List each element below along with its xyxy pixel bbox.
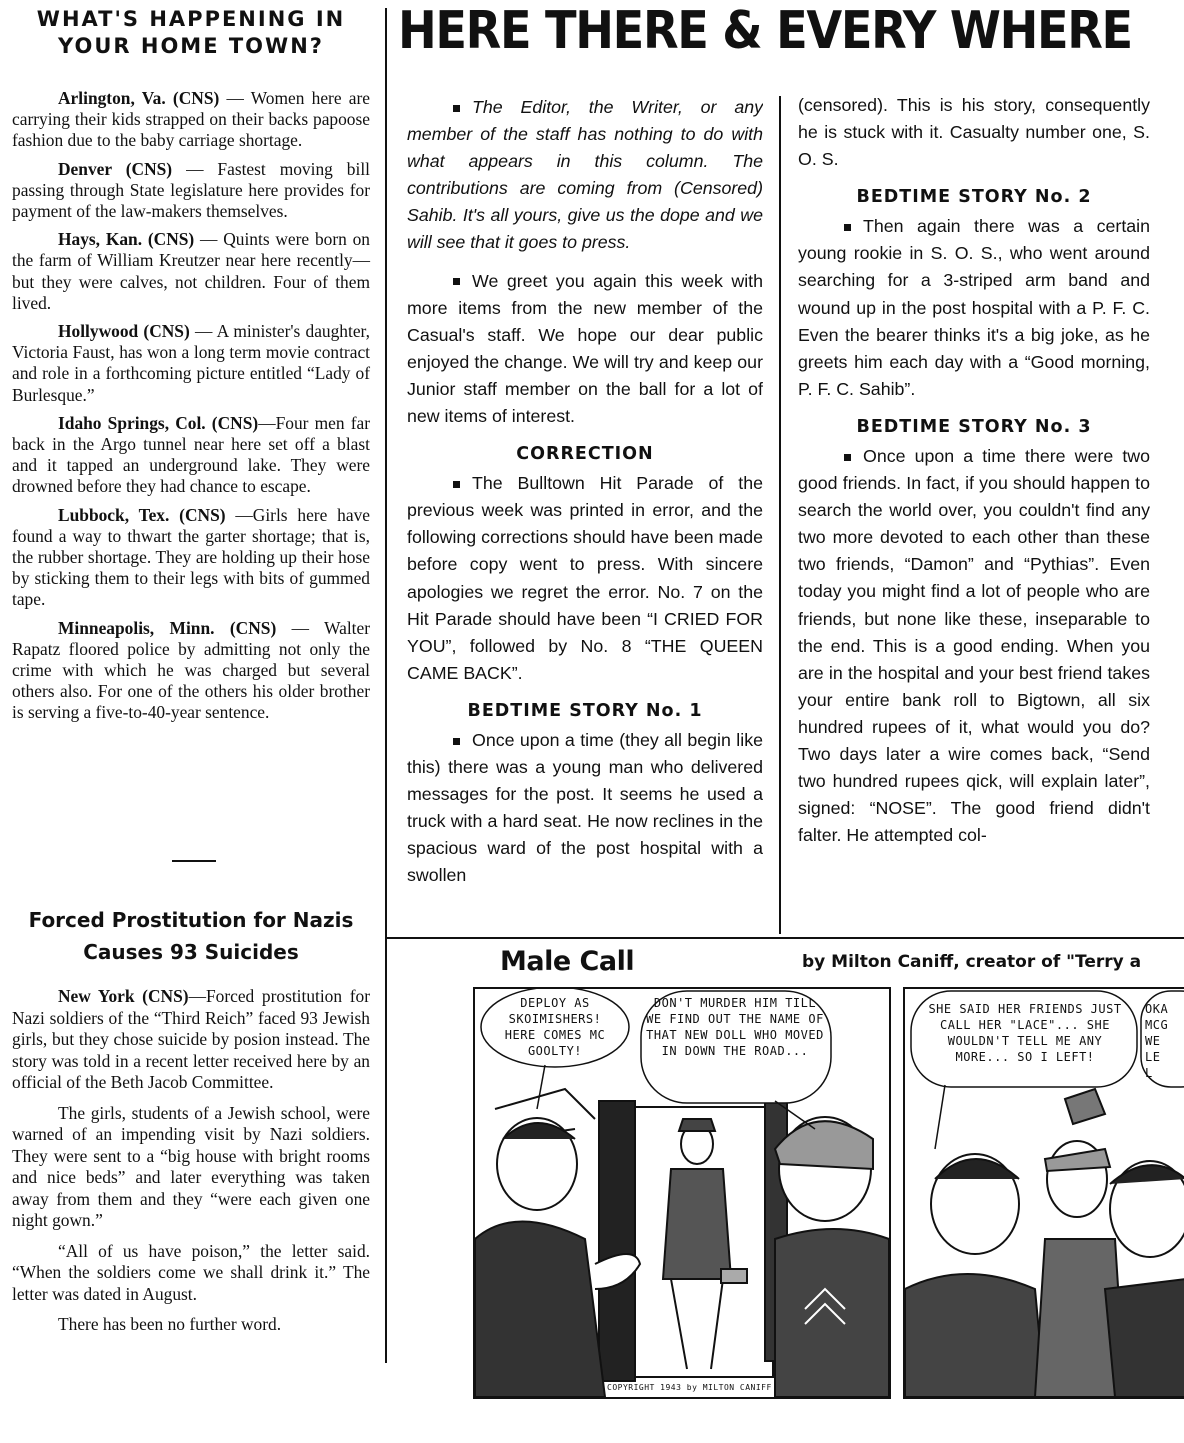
thrown-object-shape — [1065, 1089, 1105, 1124]
news-item — [12, 159, 370, 223]
dateline: Hays, Kan. (CNS) — [58, 229, 195, 250]
rolled-blanket-shape — [721, 1269, 747, 1283]
soldier-center-legs-shape — [671, 1279, 723, 1369]
column-masthead: HERE THERE & EVERY WHERE — [398, 1, 1132, 61]
bullet-icon — [453, 105, 460, 112]
bedtime3-heading: BEDTIME STORY No. 3 — [856, 416, 1092, 437]
dateline: Arlington, Va. (CNS) — [58, 88, 220, 108]
correction-paragraph — [407, 470, 763, 687]
story-paragraph — [12, 986, 370, 1094]
bedtime1-heading: BEDTIME STORY No. 1 — [467, 700, 703, 721]
bullet-icon — [844, 454, 851, 461]
comic-panel-2 — [903, 987, 1184, 1399]
soldier-center-body-shape — [663, 1169, 731, 1279]
section-separator — [172, 860, 216, 862]
dateline: Minneapolis, Minn. (CNS) — [58, 617, 277, 638]
column-rule-right — [779, 96, 781, 934]
door-shape — [599, 1101, 635, 1381]
greeting-text: We greet you again this week with more items from the new member of the Casual's staff. We hope our dear public enjoyed the change. We will try and keep our Junior staff member on the ball for a lot of new items of interest. — [407, 270, 763, 427]
dateline: Idaho Springs, Col. (CNS) — [58, 412, 259, 433]
hometown-header — [6, 6, 376, 60]
story-text: —Forced prostitution for Nazi soldiers of the “Third Reich” faced 93 Jewish girls, but they chose suicide by posion instead. The story was told in a recent letter received here by an official of the Beth Jacob Committee. — [12, 986, 370, 1092]
continued-paragraph: (censored). This is his story, consequently he is stuck with it. Casualty number one, S. O. S. — [798, 95, 1150, 170]
soldier-center-cap-shape — [679, 1119, 715, 1131]
bullet-icon — [844, 224, 851, 231]
comic-title: Male Call — [500, 946, 635, 977]
dateline: Denver (CNS) — [58, 158, 173, 179]
hometown-header-line2: YOUR HOME TOWN? — [58, 34, 324, 58]
middle-column — [407, 94, 763, 922]
dateline: Lubbock, Tex. (CNS) — [58, 504, 226, 525]
story-paragraph: The girls, students of a Jewish school, were warned of an impending visit by Nazi soldiers. They were sent to a “big house with bright rooms and nice beds” and later everything was taken away from them and they “were each given one night gown.” — [12, 1102, 370, 1230]
soldier-c-body-shape — [1105, 1279, 1184, 1397]
right-column — [798, 92, 1150, 924]
soldier-right-body-shape — [775, 1229, 889, 1397]
bedtime2-text: Then again there was a certain young rookie in S. O. S., who went around searching for a 3-striped arm band and wound up in the post hospital with a P. F. C. Even the bearer thinks it's a big joke, as he greets him each day with a “Good morning, P. F. C. Sahib”. — [798, 216, 1150, 399]
speech-bubble-3: SHE SAID HER FRIENDS JUST CALL HER "LACE"... SHE WOULDN'T TELL ME ANY MORE... SO I LEFT! — [928, 1002, 1122, 1064]
bedtime3-paragraph — [798, 443, 1150, 849]
speech-bubble-1: DEPLOY AS SKOIMISHERS! HERE COMES MC GOOLTY! — [504, 996, 606, 1058]
bullet-icon — [453, 738, 460, 745]
story-body — [12, 986, 370, 1345]
greeting-paragraph — [407, 268, 763, 431]
news-text: —Four men far back in the Argo tunnel near here set off a blast and it tapped an underground lake. They were drowned before they had chance to escape. — [12, 412, 371, 497]
news-item — [12, 88, 370, 152]
bedtime1-text: Once upon a time (they all begin like this) there was a young man who delivered messages for the post. It seems he used a truck with a hard seat. He now reclines in the spacious ward of the post hospital with a swollen — [407, 729, 763, 886]
speech-bubble-4: OKA MCG WE LE L — [1145, 1002, 1169, 1080]
bedtime2-paragraph — [798, 213, 1150, 403]
news-text: — Walter Rapatz floored police by admitting not only the crime with which he was charged but several others also. For one of the others his older brother is serving a five-to-40-year sentence. — [12, 617, 370, 723]
bullet-icon — [453, 278, 460, 285]
column-rule-left — [385, 8, 387, 1363]
comic-panel-1 — [473, 987, 891, 1399]
speech-bubble-2: DON'T MURDER HIM TILL WE FIND OUT THE NAME OF THAT NEW DOLL WHO MOVED IN DOWN THE ROAD... — [646, 996, 824, 1058]
bedtime3-text: Once upon a time there were two good friends. In fact, if you should happen to search the world over, you couldn't find any two more devoted to each other than these two friends, “Damon” and “Pythias”. Even today you might find a lot of people who are friends, but none like these, inseparable to the end. This is a good ending. When you are in the hospital and your best friend takes your entire bank roll to Bigtown, all six hundred rupees of it, what would you do? Two days later a wire comes back, “Send two hundred rupees qick, will explain later”, signed: “NOSE”. The good friend didn't falter. He attempted col- — [798, 445, 1150, 846]
news-item — [12, 618, 370, 724]
story-headline-line2: Causes 93 Suicides — [83, 940, 299, 964]
story-headline-line1: Forced Prostitution for Nazis — [28, 908, 354, 932]
comic-credit: by Milton Caniff, creator of "Terry a — [802, 952, 1142, 972]
soldier-a-body-shape — [905, 1274, 1045, 1397]
bedtime1-paragraph — [407, 727, 763, 890]
dateline: Hollywood (CNS) — [58, 321, 190, 342]
news-text: — Fastest moving bill passing through State legislature here provides for payment of the law-makers themselves. — [12, 158, 370, 222]
comic-top-rule — [386, 937, 1184, 939]
soldier-left-body-shape — [475, 1222, 605, 1398]
story-headline — [12, 904, 370, 968]
news-text: —Girls here have found a way to thwart the garter shortage; that is, the rubber shortage. They are holding up their hose by sticking them to their legs with bits of gummed tape. — [12, 504, 370, 610]
news-text: — Women here are carrying their kids strapped on their backs papoose fashion due to the baby carriage shortage. — [12, 88, 371, 151]
news-item — [12, 413, 370, 498]
comic-copyright: COPYRIGHT 1943 by MILTON CANIFF — [607, 1383, 772, 1392]
news-item — [12, 321, 370, 406]
hometown-header-line1: WHAT'S HAPPENING IN — [36, 7, 346, 31]
soldier-a-hair-shape — [935, 1159, 1019, 1179]
correction-heading: CORRECTION — [516, 444, 654, 465]
editor-note — [407, 94, 763, 257]
news-item — [12, 229, 370, 314]
news-text: — A minister's daughter, Victoria Faust, has won a long term movie contract and role in a forthcoming picture entitled “Lady of Burlesque.” — [12, 321, 370, 405]
speech-tail-shape — [537, 1065, 545, 1109]
story-paragraph: There has been no further word. — [58, 1314, 282, 1334]
dateline: New York (CNS) — [58, 986, 189, 1006]
hometown-items — [12, 88, 370, 731]
correction-text: The Bulltown Hit Parade of the previous week was printed in error, and the following corrections should have been made before copy went to press. With sincere apologies we regret the error. No. 7 on the Hit Parade should have been “I CRIED FOR YOU”, followed by No. 8 “THE QUEEN CAME BACK”. — [407, 473, 763, 683]
speech-tail-shape — [935, 1085, 945, 1149]
news-item — [12, 505, 370, 611]
soldier-right-cap-shape — [775, 1121, 873, 1169]
bullet-icon — [453, 481, 460, 488]
editor-note-text: The Editor, the Writer, or any member of the staff has nothing to do with what appears in this column. The contributions are coming from (Censored) Sahib. It's all yours, give us the dope and we will see that it goes to press. — [407, 97, 763, 253]
story-paragraph: “All of us have poison,” the letter said. “When the soldiers come we shall drink it.” The letter was dated in August. — [12, 1240, 370, 1304]
news-text: — Quints were born on the farm of William Kreutzer near here recently—but they were calves, not children. Four of them lived. — [12, 229, 370, 313]
bedtime2-heading: BEDTIME STORY No. 2 — [856, 187, 1092, 208]
